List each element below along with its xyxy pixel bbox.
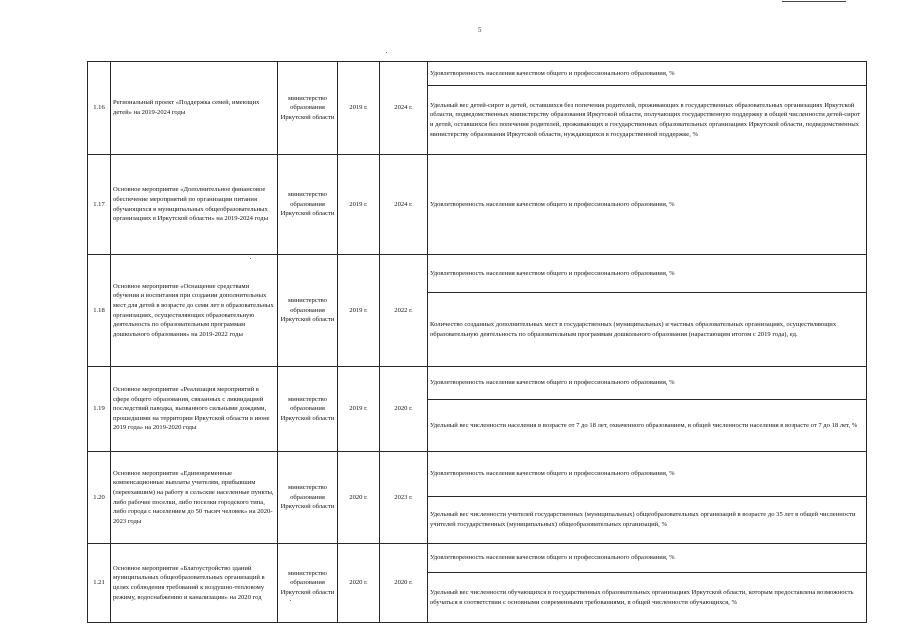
measure-executor: министерство образования Иркутской области [278, 255, 338, 367]
scan-speck [290, 600, 291, 601]
measure-name: Основное мероприятие «Оснащение средствами обучения и воспитания при создании дополнительных мест для детей в возрасте до семи лет в образовательных организациях, осуществляющих образовательную деятельность по образовательным программам дошкольного образования» на 2019-2022 годы [111, 255, 278, 367]
measure-end-year: 2024 г. [380, 155, 428, 255]
measure-number: 1.21 [88, 544, 111, 623]
measure-number: 1.20 [88, 452, 111, 544]
measure-start-year: 2020 г. [338, 544, 380, 623]
measure-executor: министерство образования Иркутской области [278, 367, 338, 452]
scan-speck [250, 258, 251, 259]
measure-end-year: 2023 г. [380, 452, 428, 544]
table-row [88, 544, 867, 573]
measure-name: Основное мероприятие «Реализация мероприятий в сфере общего образования, связанных с ликвидацией последствий паводка, вызванного сильными дождями, прошедшими на территории Иркутской области в июне 2019 года» на 2019-2020 годы [111, 367, 278, 452]
measure-executor: министерство образования Иркутской области [278, 544, 338, 623]
target-indicator: Удовлетворенность населения качеством общего и профессионального образования, % [428, 155, 867, 255]
measure-end-year: 2022 г. [380, 255, 428, 367]
program-measures-table [87, 61, 867, 623]
target-indicator: Удельный вес численности населения в возрасте от 7 до 18 лет, охваченного образованием, в общей численности населения в возрасте от 7 до 18 лет, % [428, 400, 867, 452]
table-row [88, 255, 867, 293]
measure-start-year: 2019 г. [338, 62, 380, 155]
target-indicator: Удовлетворенность населения качеством общего и профессионального образования, % [428, 255, 867, 293]
measure-end-year: 2020 г. [380, 367, 428, 452]
measure-end-year: 2020 г. [380, 544, 428, 623]
measure-start-year: 2019 г. [338, 255, 380, 367]
measure-name: Основное мероприятие «Благоустройство зданий муниципальных общеобразовательных организаций в целях соблюдения требований к воздушно-тепловому режиму, водоснабжению и канализации» на 2020 год [111, 544, 278, 623]
measure-number: 1.16 [88, 62, 111, 155]
target-indicator: Удельный вес детей-сирот и детей, оставшихся без попечения родителей, проживающих в государственных образовательных организациях Иркутской области, подведомственных министерству образования Иркутской области, получающих государственную поддержку в общей численности детей-сирот и детей, оставшихся без попечения родителей, проживающих в государственных образовательных организациях Иркутской области, подведомственных министерству образования Иркутской области, нуждающихся в государственной поддержке, % [428, 86, 867, 155]
measure-number: 1.17 [88, 155, 111, 255]
target-indicator: Удовлетворенность населения качеством общего и профессионального образования, % [428, 452, 867, 497]
measure-executor: министерство образования Иркутской области [278, 155, 338, 255]
table-row [88, 367, 867, 400]
page-number: 5 [478, 26, 482, 34]
measure-end-year: 2024 г. [380, 62, 428, 155]
table-row [88, 155, 867, 255]
target-indicator: Удовлетворенность населения качеством общего и профессионального образования, % [428, 367, 867, 400]
measure-executor: министерство образования Иркутской области [278, 62, 338, 155]
measure-name: Региональный проект «Поддержка семей, имеющих детей» на 2019-2024 годы [111, 62, 278, 155]
measure-name: Основное мероприятие «Дополнительное финансовое обеспечение мероприятий по организации питания обучающихся в муниципальных общеобразовательных организациях в Иркутской области» на 2019-2024 годы [111, 155, 278, 255]
target-indicator: Удовлетворенность населения качеством общего и профессионального образования, % [428, 62, 867, 86]
table-row [88, 62, 867, 86]
target-indicator: Удельный вес численности обучающихся в государственных образовательных организациях Иркутской области, которым предоставлена возможность обучаться в соответствии с основными современными требованиями, в общей численности обучающихся, % [428, 573, 867, 623]
measure-executor: министерство образования Иркутской области [278, 452, 338, 544]
measure-start-year: 2019 г. [338, 367, 380, 452]
target-indicator: Количество созданных дополнительных мест в государственных (муниципальных) и частных образовательных организациях, осуществляющих образовательную деятельность по образовательным программам дошкольного образования (нарастающим итогом с 2019 года), ед. [428, 293, 867, 367]
target-indicator: Удовлетворенность населения качеством общего и профессионального образования, % [428, 544, 867, 573]
corner-rule [782, 1, 846, 2]
measure-start-year: 2020 г. [338, 452, 380, 544]
measure-name: Основное мероприятие «Единовременные компенсационные выплаты учителям, прибывшим (переехавшим) на работу в сельские населенные пункты, либо рабочие поселки, либо поселки городского типа, либо города с населением до 50 тысяч человек» на 2020-2023 годы [111, 452, 278, 544]
measure-start-year: 2019 г. [338, 155, 380, 255]
measure-number: 1.18 [88, 255, 111, 367]
scan-speck [386, 52, 387, 53]
table-row [88, 452, 867, 497]
target-indicator: Удельный вес численности учителей государственных (муниципальных) общеобразовательных организаций в возрасте до 35 лет в общей численности учителей государственных (муниципальных) общеобразовательных организаций, % [428, 497, 867, 544]
measure-number: 1.19 [88, 367, 111, 452]
table-body [88, 62, 867, 623]
